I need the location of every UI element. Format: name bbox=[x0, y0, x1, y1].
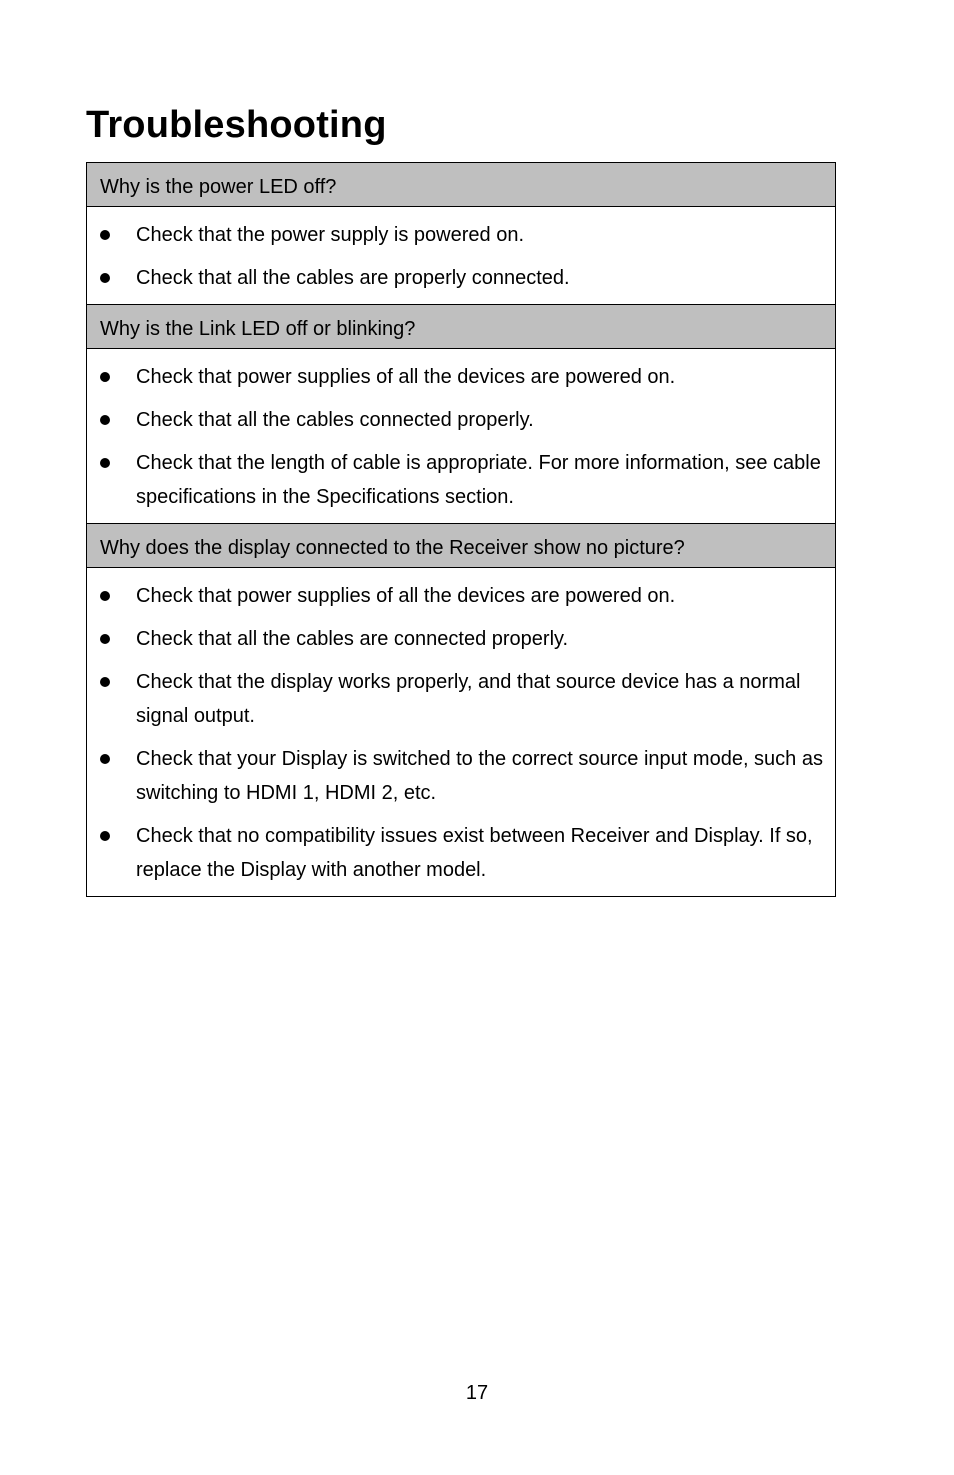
list-item bbox=[87, 742, 835, 810]
troubleshooting-section-link-led bbox=[87, 305, 835, 524]
bullet-dot-icon bbox=[100, 230, 110, 240]
list-item bbox=[87, 665, 835, 733]
list-item-text: Check that all the cables are properly connected. bbox=[136, 267, 570, 289]
list-item-text: Check that power supplies of all the devices are powered on. bbox=[136, 366, 676, 388]
bullet-dot-icon bbox=[100, 677, 110, 687]
page-number: 17 bbox=[465, 1382, 489, 1404]
troubleshooting-section-power-led bbox=[87, 163, 835, 305]
answer-list bbox=[87, 349, 835, 523]
bullet-dot-icon bbox=[100, 458, 110, 468]
bullet-dot-icon bbox=[100, 273, 110, 283]
list-item bbox=[87, 819, 835, 887]
troubleshooting-table bbox=[86, 162, 836, 897]
list-item-text: Check that power supplies of all the devices are powered on. bbox=[136, 585, 676, 607]
answer-list bbox=[87, 207, 835, 304]
bullet-dot-icon bbox=[100, 372, 110, 382]
page-title: Troubleshooting bbox=[86, 104, 387, 146]
list-item bbox=[87, 360, 835, 394]
answer-list bbox=[87, 568, 835, 896]
section-question: Why does the display connected to the Receiver show no picture? bbox=[87, 524, 835, 568]
list-item bbox=[87, 218, 835, 252]
list-item-text: Check that the length of cable is appropriate. For more information, see cable specifications in the Specifications section. bbox=[136, 452, 821, 508]
bullet-dot-icon bbox=[100, 634, 110, 644]
list-item-text: Check that all the cables connected properly. bbox=[136, 409, 534, 431]
list-item-text: Check that the display works properly, and that source device has a normal signal output. bbox=[136, 671, 801, 727]
section-question: Why is the Link LED off or blinking? bbox=[87, 305, 835, 349]
bullet-dot-icon bbox=[100, 591, 110, 601]
list-item-text: Check that no compatibility issues exist between Receiver and Display. If so, replace the Display with another model. bbox=[136, 825, 813, 881]
section-question: Why is the power LED off? bbox=[87, 163, 835, 207]
list-item bbox=[87, 579, 835, 613]
list-item-text: Check that the power supply is powered on. bbox=[136, 224, 524, 246]
list-item bbox=[87, 622, 835, 656]
bullet-dot-icon bbox=[100, 415, 110, 425]
list-item bbox=[87, 446, 835, 514]
list-item-text: Check that all the cables are connected properly. bbox=[136, 628, 569, 650]
bullet-dot-icon bbox=[100, 831, 110, 841]
bullet-dot-icon bbox=[100, 754, 110, 764]
troubleshooting-section-no-picture bbox=[87, 524, 835, 896]
list-item bbox=[87, 403, 835, 437]
list-item bbox=[87, 261, 835, 295]
list-item-text: Check that your Display is switched to the correct source input mode, such as switching to HDMI 1, HDMI 2, etc. bbox=[136, 748, 823, 804]
